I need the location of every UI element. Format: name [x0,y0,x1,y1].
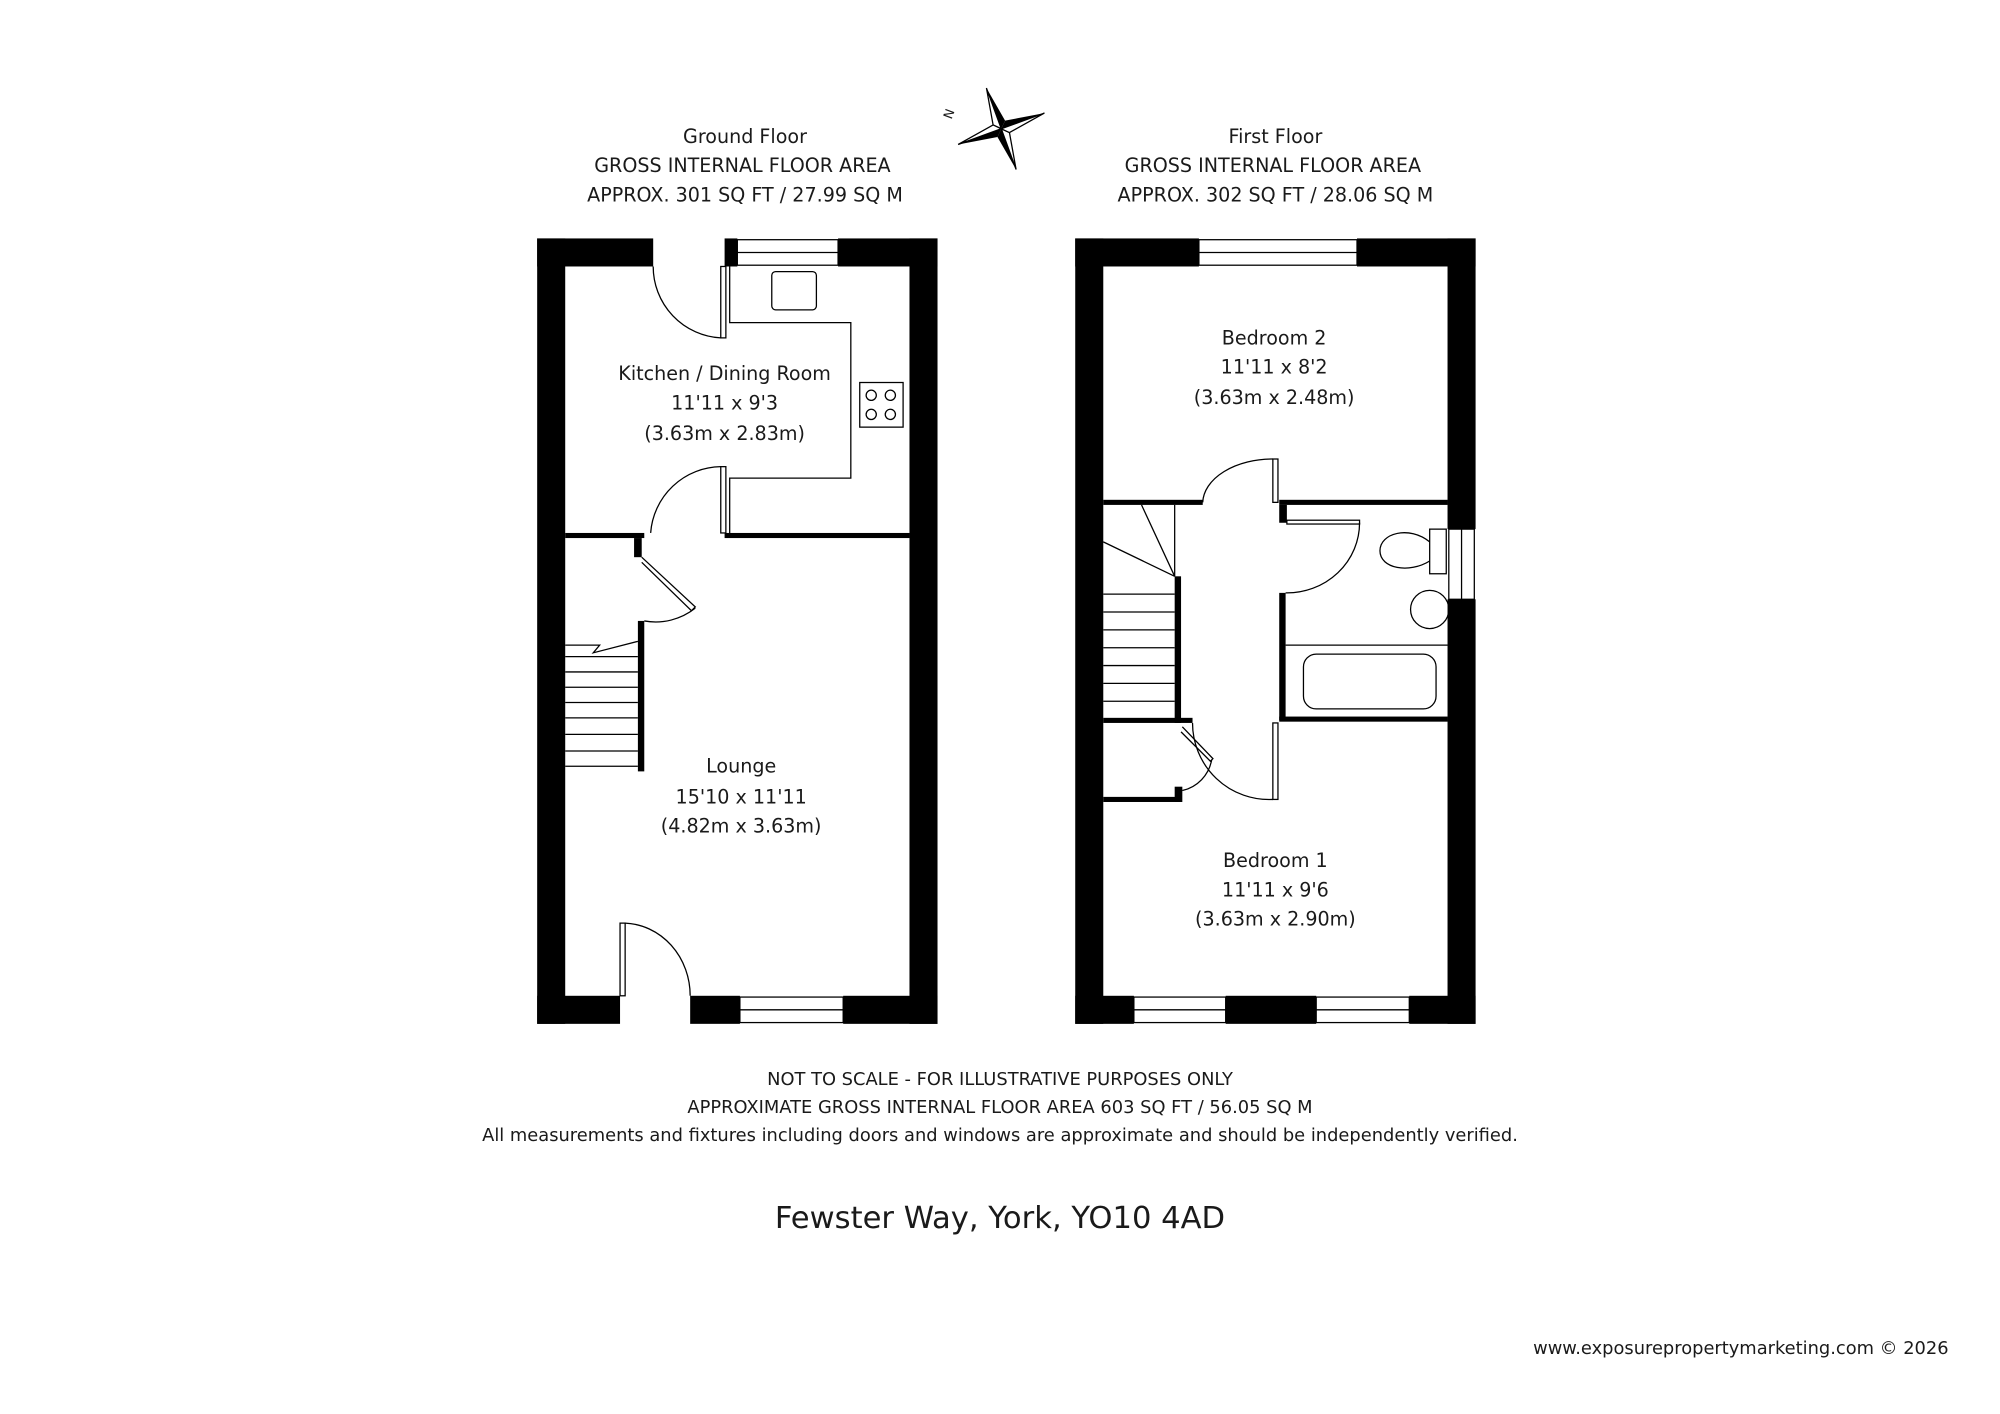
door [1273,723,1278,800]
disclaimer-line-2: APPROXIMATE GROSS INTERNAL FLOOR AREA 603 SQ FT / 56.05 SQ M [687,1097,1313,1119]
room-name: Bedroom 1 [1223,849,1328,873]
toilet-icon [1380,533,1430,568]
room-metric: (3.63m x 2.48m) [1193,386,1355,410]
footer-website: www.exposurepropertymarketing.com © 2026 [1533,1338,1949,1360]
first-floor-title: First Floor [1228,124,1323,148]
door [1287,520,1360,524]
bath-icon [1303,654,1436,709]
ground-floor-area: APPROX. 301 SQ FT / 27.99 SQ M [587,183,903,207]
first-floor-plan [1075,238,1475,1023]
door [721,467,726,533]
hob-icon [860,383,903,428]
address: Fewster Way, York, YO10 4AD [774,1200,1226,1236]
first-floor-area-label: GROSS INTERNAL FLOOR AREA [1124,154,1422,178]
room-metric: (3.63m x 2.83m) [644,421,805,445]
ground-floor-title: Ground Floor [683,124,807,148]
toilet-cistern [1430,529,1447,574]
stairs [1103,505,1174,701]
room-metric: (3.63m x 2.90m) [1195,907,1356,931]
room-imperial: 11'11 x 8'2 [1220,355,1328,379]
room-name: Bedroom 2 [1221,326,1327,350]
compass-label: N [941,107,959,122]
room-imperial: 15'10 x 11'11 [675,785,807,809]
sink-icon [772,272,817,310]
door [1273,459,1278,502]
disclaimer-line-1: NOT TO SCALE - FOR ILLUSTRATIVE PURPOSES ONLY [767,1069,1233,1091]
front-door [620,923,625,996]
basin-icon [1411,590,1449,628]
stairs [565,641,638,766]
room-name: Kitchen / Dining Room [618,361,831,385]
first-floor-area: APPROX. 302 SQ FT / 28.06 SQ M [1117,183,1434,207]
ground-floor-area-label: GROSS INTERNAL FLOOR AREA [594,154,891,178]
disclaimer-line-3: All measurements and fixtures including doors and windows are approximate and should be independently verified. [482,1125,1518,1147]
room-imperial: 11'11 x 9'6 [1221,878,1329,902]
compass-icon [943,72,1059,185]
door [721,266,726,337]
ground-floor-plan [537,238,937,1023]
room-metric: (4.82m x 3.63m) [660,814,822,838]
room-name: Lounge [706,754,777,778]
room-imperial: 11'11 x 9'3 [671,391,779,415]
